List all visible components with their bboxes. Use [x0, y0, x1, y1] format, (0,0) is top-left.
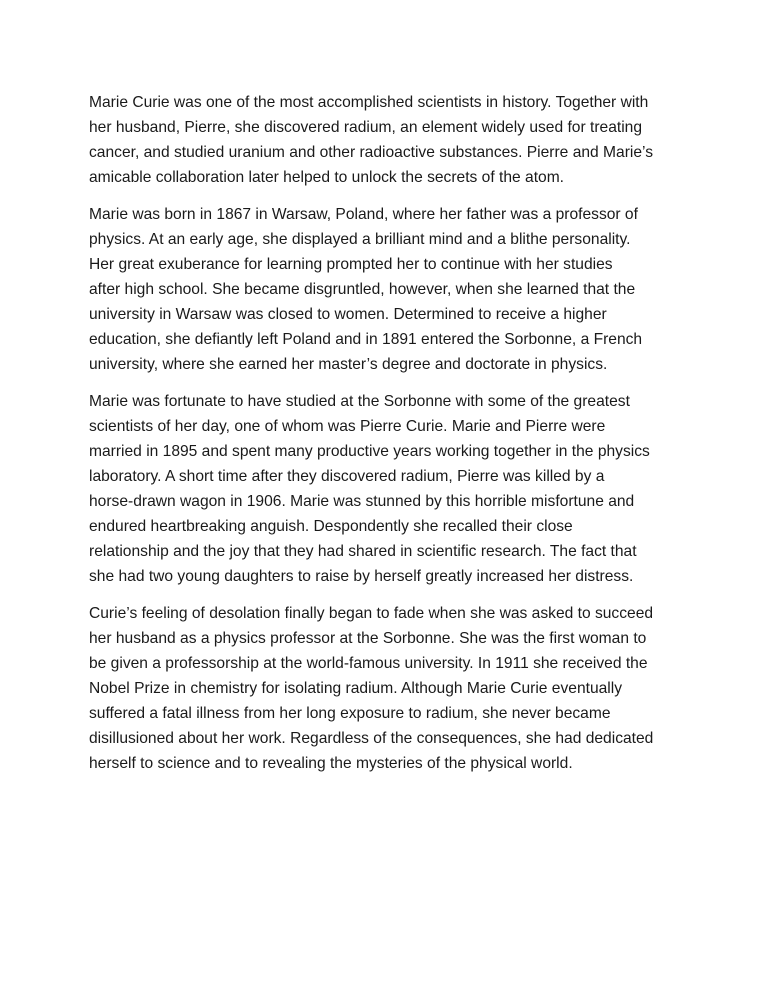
paragraph-4: Curie’s feeling of desolation finally began to fade when she was asked to succeed her husband as a physics professor at the Sorbonne. She was the first woman to be given a professorship at the world-famous university. In 1911 she received the Nobel Prize in chemistry for isolating radium. Although Marie Curie eventually suffered a fatal illness from her long exposure to radium, she never became disillusioned about her work. Regardless of the consequences, she had dedicated herself to science and to revealing the mysteries of the physical world.	[89, 605, 654, 772]
paragraph-3: Marie was fortunate to have studied at the Sorbonne with some of the greatest scientists of her day, one of whom was Pierre Curie. Marie and Pierre were married in 1895 and spent many productive years working together in the physics laboratory. A short time after they discovered radium, Pierre was killed by a horse-drawn wagon in 1906. Marie was stunned by this horrible misfortune and endured heartbreaking anguish. Despondently she recalled their close relationship and the joy that they had shared in scientific research. The fact that she had two young daughters to raise by herself greatly increased her distress.	[89, 393, 650, 585]
paragraph-1: Marie Curie was one of the most accomplished scientists in history. Together with her husband, Pierre, she discovered radium, an element widely used for treating cancer, and studied uranium and other radioactive substances. Pierre and Marie’s amicable collaboration later helped to unlock the secrets of the atom.	[89, 94, 654, 186]
document-body	[89, 90, 689, 788]
paragraph-2: Marie was born in 1867 in Warsaw, Poland, where her father was a professor of physics. At an early age, she displayed a brilliant mind and a blithe personality. Her great exuberance for learning prompted her to continue with her studies after high school. She became disgruntled, however, when she learned that the university in Warsaw was closed to women. Determined to receive a higher education, she defiantly left Poland and in 1891 entered the Sorbonne, a French university, where she earned her master’s degree and doctorate in physics.	[89, 206, 643, 373]
